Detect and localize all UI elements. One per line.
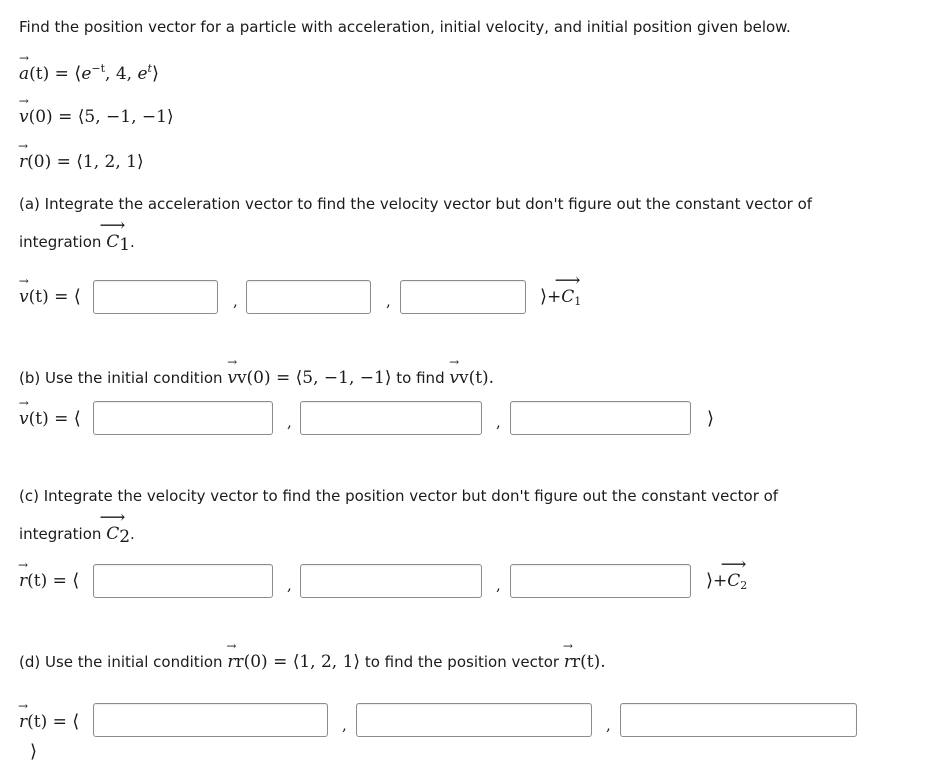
part-c-rx-input[interactable] (93, 564, 273, 598)
comma: , (496, 413, 501, 431)
comma: , (287, 576, 292, 594)
part-c-rz-input[interactable] (510, 564, 691, 598)
part-a-constant: ⟩+⟶ $C_1$ (540, 286, 581, 308)
part-d-rx-input[interactable] (93, 703, 328, 737)
problem-instructions: Find the position vector for a particle with acceleration, initial velocity, and initial position given below. (19, 18, 791, 36)
part-a-vz-input[interactable] (400, 280, 526, 314)
part-a-text-2: integration ⟶ $C_1$. (19, 232, 135, 255)
part-d-lhs: → r(t) = ⟨ (19, 711, 79, 732)
part-b-vz-input[interactable] (510, 401, 691, 435)
part-d-rz-input[interactable] (620, 703, 857, 737)
part-a-text: (a) Integrate the acceleration vector to find the velocity vector but don't figure out the constant vector of (19, 195, 813, 213)
part-b-text: (b) Use the initial condition → vv(0) = ⟨5, −1, −1⟩ to find → vv(t). (19, 368, 494, 388)
comma: , (496, 576, 501, 594)
part-a-vx-input[interactable] (93, 280, 218, 314)
given-initial-position: → r(0) = ⟨1, 2, 1⟩ (19, 152, 144, 172)
r0-value: ⟨1, 2, 1⟩ (76, 152, 144, 172)
part-d-close-angle: ⟩ (30, 741, 38, 762)
comma: , (233, 292, 238, 310)
part-b-vy-input[interactable] (300, 401, 482, 435)
comma: , (606, 716, 611, 734)
comma: , (287, 413, 292, 431)
v0-value: ⟨5, −1, −1⟩ (77, 107, 174, 127)
part-b-vx-input[interactable] (93, 401, 273, 435)
part-c-text-2: integration ⟶ $C_2$. (19, 524, 135, 547)
part-b-lhs: → v(t) = ⟨ (19, 408, 81, 429)
comma: , (386, 292, 391, 310)
given-initial-velocity: → v(0) = ⟨5, −1, −1⟩ (19, 107, 174, 127)
part-c-text: (c) Integrate the velocity vector to find the position vector but don't figure out the constant vector of (19, 487, 779, 505)
part-c-ry-input[interactable] (300, 564, 482, 598)
part-b-close-angle: ⟩ (707, 408, 715, 429)
part-a-lhs: → v(t) = ⟨ (19, 286, 81, 307)
comma: , (342, 716, 347, 734)
part-c-constant: ⟩+⟶ $C_2$ (706, 570, 747, 592)
part-a-vy-input[interactable] (246, 280, 371, 314)
part-d-text: (d) Use the initial condition → rr(0) = ⟨1, 2, 1⟩ to find the position vector → rr(t). (19, 652, 606, 672)
part-d-ry-input[interactable] (356, 703, 592, 737)
given-acceleration: → $a(t) = ⟨e^{-t}$, 4, $e^t⟩$ (19, 62, 159, 84)
part-c-lhs: → r(t) = ⟨ (19, 570, 79, 591)
